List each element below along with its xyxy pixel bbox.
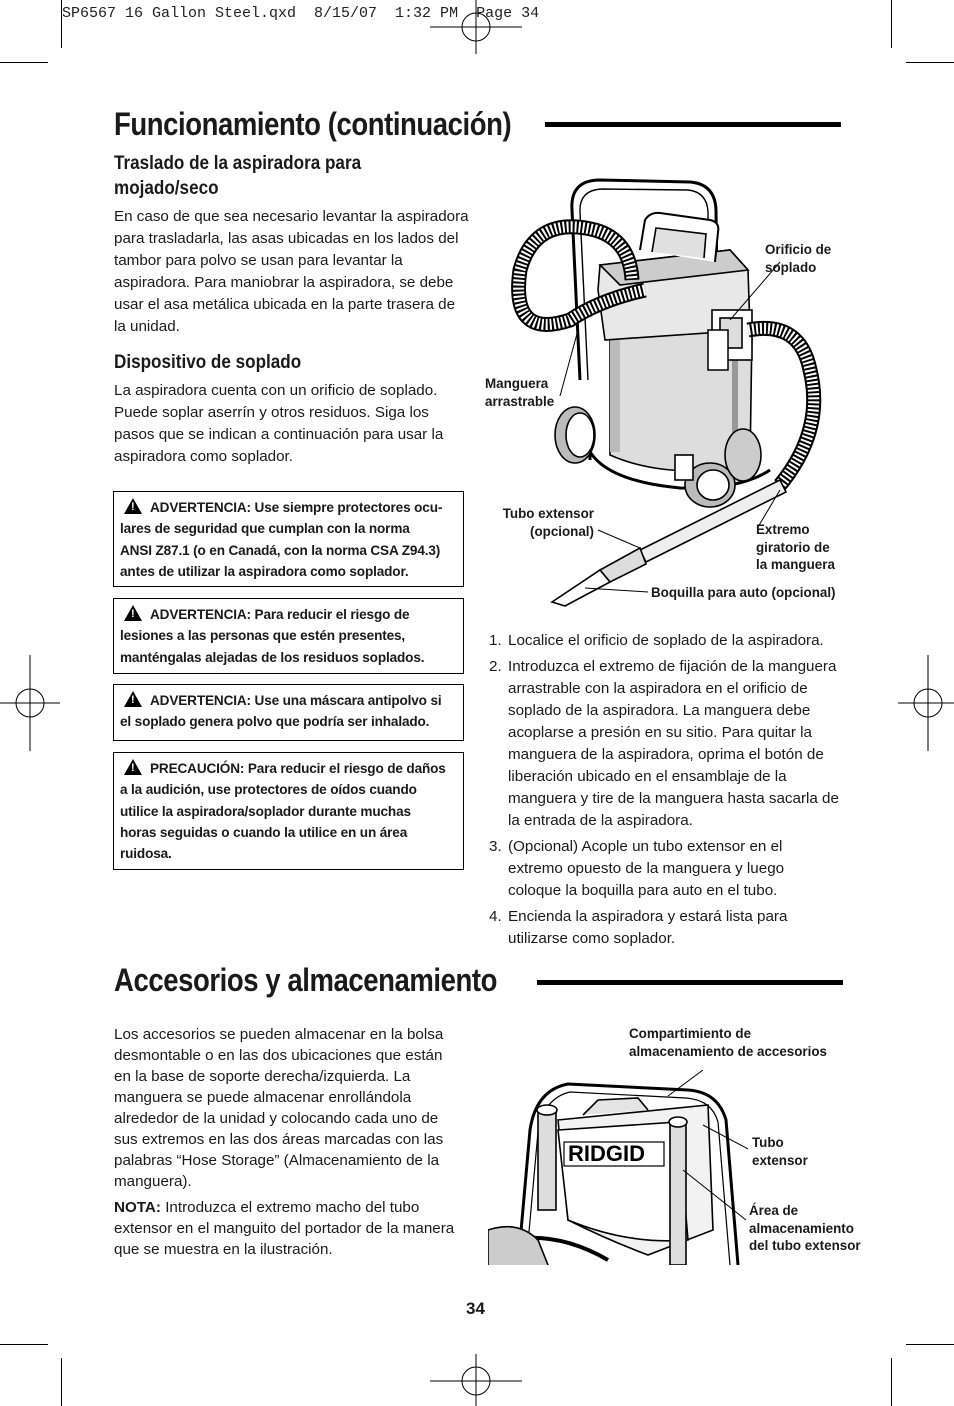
warning-triangle-icon bbox=[124, 498, 142, 514]
warning-triangle-icon bbox=[124, 759, 142, 775]
paragraph-dispositivo: La aspiradora cuenta con un orificio de soplado. Puede soplar aserrín y otros residuos. Siga los pasos que se indican a continuación para usar la aspiradora como soplador. bbox=[114, 382, 444, 465]
title-rule bbox=[545, 122, 841, 127]
brand-logo-text: RIDGID bbox=[568, 1141, 645, 1166]
warning-triangle-icon bbox=[124, 691, 142, 707]
label-orificio-soplado: Orificio de soplado bbox=[765, 242, 832, 275]
warning-box-dust-mask: !ADVERTENCIA: Use una máscara antipolvo si el soplado genera polvo que podría ser inhalado. bbox=[113, 684, 464, 741]
label-area-almacenamiento: Área de almacenamiento del tubo extensor bbox=[749, 1203, 861, 1253]
page-number: 34 bbox=[466, 1299, 485, 1318]
label-extremo-giratorio: Extremo giratorio de la manguera bbox=[756, 522, 835, 572]
label-tubo-extensor-storage: Tubo extensor bbox=[752, 1135, 808, 1168]
warning-box-bystanders: !ADVERTENCIA: Para reducir el riesgo de lesiones a las personas que estén presentes, manténgalas alejadas de los residuos soplados. bbox=[113, 598, 464, 674]
caution-box-hearing: !PRECAUCIÓN: Para reducir el riesgo de daños a la audición, use protectores de oídos cuando utilice la aspiradora/soplador durante muchas horas seguidas o cuando la utilice en un área ruidosa. bbox=[113, 752, 464, 870]
paragraph-accesorios: Los accesorios se pueden almacenar en la bolsa desmontable o en las dos ubicaciones que están en la base de soporte derecha/izquierda. La manguera se puede almacenar enrollándola alrededor de la unidad y colocando cada uno de sus extremos en las dos áreas marcadas con las palabras “Hose Storage” (Almacenamiento de la manguera). NOTA: Introduzca el extremo macho del tubo extensor en el manguito del portador de la manera que se muestra en la ilustración. bbox=[114, 1024, 474, 1260]
label-tubo-extensor: Tubo extensor (opcional) bbox=[502, 506, 594, 539]
label-compartimiento: Compartimiento de almacenamiento de accesorios bbox=[629, 1026, 827, 1059]
warning-triangle-icon bbox=[124, 605, 142, 621]
label-boquilla-auto: Boquilla para auto (opcional) bbox=[651, 585, 836, 600]
section-title-accesorios: Accesorios y almacenamiento bbox=[114, 962, 498, 998]
note-paragraph: NOTA: Introduzca el extremo macho del tubo bbox=[114, 1199, 420, 1216]
print-slug: SP6567 16 Gallon Steel.qxd 8/15/07 1:32 PM Page 34 bbox=[62, 5, 540, 22]
steps-list: 1. Localice el orificio de soplado de la aspiradora. 2. Introduzca el extremo de fijación de la manguera arrastrable con la aspiradora en el orificio de soplado de la aspiradora. La manguera debe acoplarse a presión en su sitio. Para quitar la manguera de la aspiradora, oprima el botón de liberación ubicado en el ensamblaje de la manguera y tire de la manguera hasta sacarla de la entrada de la aspiradora. 3. (Opcional) Acople un tubo extensor en el extremo opuesto de la manguera y luego coloque la boquilla para auto en el tubo. 4. Encienda la aspiradora y estará lista para utilizarse como soplador. bbox=[489, 632, 839, 947]
subheading-traslado: Traslado de la aspiradora para mojado/seco bbox=[114, 153, 362, 199]
storage-bag-illustration bbox=[488, 1070, 748, 1265]
label-manguera-arrastrable: Manguera arrastrable bbox=[485, 376, 555, 409]
subheading-dispositivo: Dispositivo de soplado bbox=[114, 352, 302, 373]
title-rule bbox=[537, 980, 843, 985]
section-title-funcionamiento: Funcionamiento (continuación) bbox=[114, 106, 512, 142]
warning-box-eyewear: !ADVERTENCIA: Use siempre protectores ocu- lares de seguridad que cumplan con la norma ANSI Z87.1 (o en Canadá, con la norma CSA Z94.3) antes de utilizar la aspiradora como soplador. bbox=[113, 491, 464, 587]
paragraph-traslado: En caso de que sea necesario levantar la aspiradora para trasladarla, las asas ubicadas en los lados del tambor para polvo se usan para levantar la aspiradora. Para maniobrar la aspiradora, se debe usar el asa metálica ubicada en la parte trasera de la unidad. bbox=[114, 208, 469, 335]
